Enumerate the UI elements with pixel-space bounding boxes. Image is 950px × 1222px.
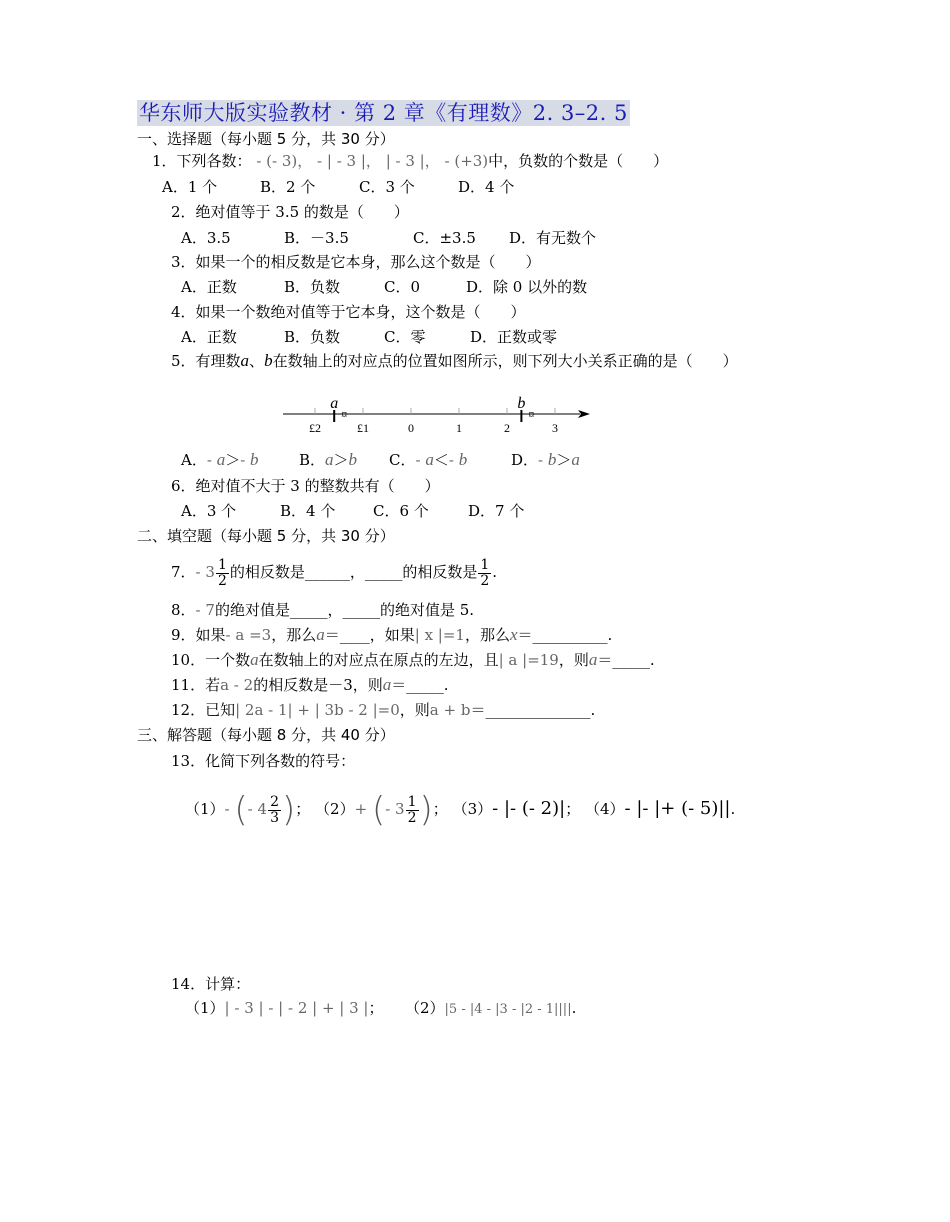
question-13-stem: 13．化简下列各数的符号： (171, 752, 356, 770)
q1-item-2: - | - 3 |， (317, 152, 381, 170)
q5-options (181, 450, 580, 470)
q1-option-c: C．3 个 (359, 178, 415, 196)
question-11: 11．若a - 2的相反数是－3，则a＝_____. (171, 675, 449, 694)
q4-option-a: A．正数 (181, 328, 237, 346)
tick-label-4: 2 (504, 421, 510, 435)
tick-label-5: 3 (552, 421, 558, 435)
q2-option-b: B．－3.5 (284, 229, 349, 247)
q13-part-4: （4）- |- |+ (- 5)|| (584, 798, 731, 819)
q1-item-3: | - 3 |， (385, 152, 440, 170)
question-14-stem: 14．计算： (171, 975, 251, 993)
q7-fraction: $\frac{1}{2}$ (217, 556, 227, 589)
question-7: 7．- 3 $\frac{1}{2}$ 的相反数是______，_____的相反数是 $\frac{1}{2}$ . (171, 556, 498, 589)
question-1 (152, 151, 668, 171)
q1-option-d: D．4 个 (458, 178, 515, 196)
q14-part-2: （2）|5 - |4 - |3 - |2 - 1||||. (405, 999, 577, 1017)
question-2: 2．绝对值等于 3.5 的数是（ ） (171, 203, 409, 221)
q2-option-c: C．±3.5 (413, 229, 476, 247)
question-8: 8．- 7的绝对值是_____，_____的绝对值是 5. (171, 601, 475, 619)
q6-options (181, 501, 524, 521)
q2-option-d: D．有无数个 (509, 229, 597, 247)
question-3: 3．如果一个的相反数是它本身，那么这个数是（ ） (171, 253, 541, 271)
point-a-glyph: ¤ (341, 407, 348, 421)
section-heading-solve: 三、解答题（每小题 8 分，共 40 分） (137, 726, 395, 744)
q1-item-1: - (- 3)， (256, 152, 313, 170)
q13-part-3: （3）- |- (- 2)| (452, 798, 566, 819)
q1-option-b: B．2 个 (260, 178, 316, 196)
q7-fraction-2: $\frac{1}{2}$ (480, 556, 490, 589)
q4-option-b: B．负数 (284, 328, 341, 346)
q4-options (181, 327, 557, 347)
q5-option-b: B．a＞b (299, 450, 358, 469)
q5-stem-a: 5．有理数 (171, 352, 241, 370)
q5-var-b: b (264, 351, 273, 370)
point-b-glyph: ¤ (528, 407, 535, 421)
q4-option-c: C．零 (384, 328, 426, 346)
q14-part-1: （1）| - 3 | - | - 2 | + | 3 |； (185, 999, 384, 1017)
q1-options (162, 177, 514, 197)
q2-options (181, 228, 596, 248)
section-heading-choice: 一、选择题（每小题 5 分，共 30 分） (137, 130, 395, 148)
question-9: 9．如果- a =3，那么a＝____，如果| x |=1，那么x＝__________. (171, 625, 613, 644)
number-line-figure (280, 392, 600, 440)
q1-option-a: A．1 个 (162, 178, 218, 196)
section-heading-fill: 二、填空题（每小题 5 分，共 30 分） (137, 527, 395, 545)
question-10: 10．一个数a在数轴上的对应点在原点的左边，且| a |=19，则a＝_____. (171, 650, 655, 669)
q3-option-b: B．负数 (284, 278, 341, 296)
q5-option-d: D．- b＞a (511, 450, 580, 469)
q2-option-a: A．3.5 (181, 229, 231, 247)
q3-option-a: A．正数 (181, 278, 237, 296)
tick-label-1: £1 (357, 421, 369, 435)
q13-part-1: （1）- (- 4 $\frac{2}{3}$ ) (185, 790, 296, 830)
point-a-label: a (330, 395, 339, 412)
tick-label-0: £2 (309, 421, 321, 435)
q6-option-c: C．6 个 (373, 502, 429, 520)
q1-stem-b: 中，负数的个数是（ ） (488, 152, 669, 170)
tick-label-3: 1 (456, 421, 462, 435)
q13-part-2: （2）+ (- 3 $\frac{1}{2}$ ) (315, 790, 433, 830)
question-5 (171, 351, 738, 371)
q5-stem-b: 在数轴上的对应点的位置如图所示，则下列大小关系正确的是（ ） (272, 352, 738, 370)
question-13-parts: （1）- (- 4 $\frac{2}{3}$ )； （2）+ (- 3 $\frac{1}{2}$ )； （3）- |- (- 2)|； （4）- |- |+ (- 5)||. (185, 790, 736, 830)
question-14-parts (185, 998, 576, 1020)
q1-stem-a: 1．下列各数： (152, 152, 252, 170)
tick-label-2: 0 (408, 421, 414, 435)
q5-var-a: a (240, 351, 250, 370)
q3-option-c: C．0 (384, 278, 421, 296)
q3-option-d: D．除 0 以外的数 (466, 278, 588, 296)
q4-option-d: D．正数或零 (470, 328, 558, 346)
q5-option-c: C．- a＜- b (389, 450, 468, 469)
q5-sep: 、 (249, 352, 265, 370)
document-title: 华东师大版实验教材 · 第 2 章《有理数》2. 3–2. 5 (139, 101, 628, 125)
q7-mixed-number: - 3 (195, 563, 215, 581)
q5-option-a: A．- a＞- b (181, 450, 259, 469)
question-12: 12．已知| 2a - 1| + | 3b - 2 |=0，则a + b＝______________. (171, 701, 596, 719)
q6-option-a: A．3 个 (181, 502, 237, 520)
q3-options (181, 277, 587, 297)
q6-option-b: B．4 个 (280, 502, 336, 520)
q1-item-4: - (+3) (444, 152, 489, 170)
question-4: 4．如果一个数绝对值等于它本身，这个数是（ ） (171, 303, 526, 321)
question-6: 6．绝对值不大于 3 的整数共有（ ） (171, 477, 440, 495)
point-b-label: b (517, 395, 526, 412)
q6-option-d: D．7 个 (468, 502, 525, 520)
